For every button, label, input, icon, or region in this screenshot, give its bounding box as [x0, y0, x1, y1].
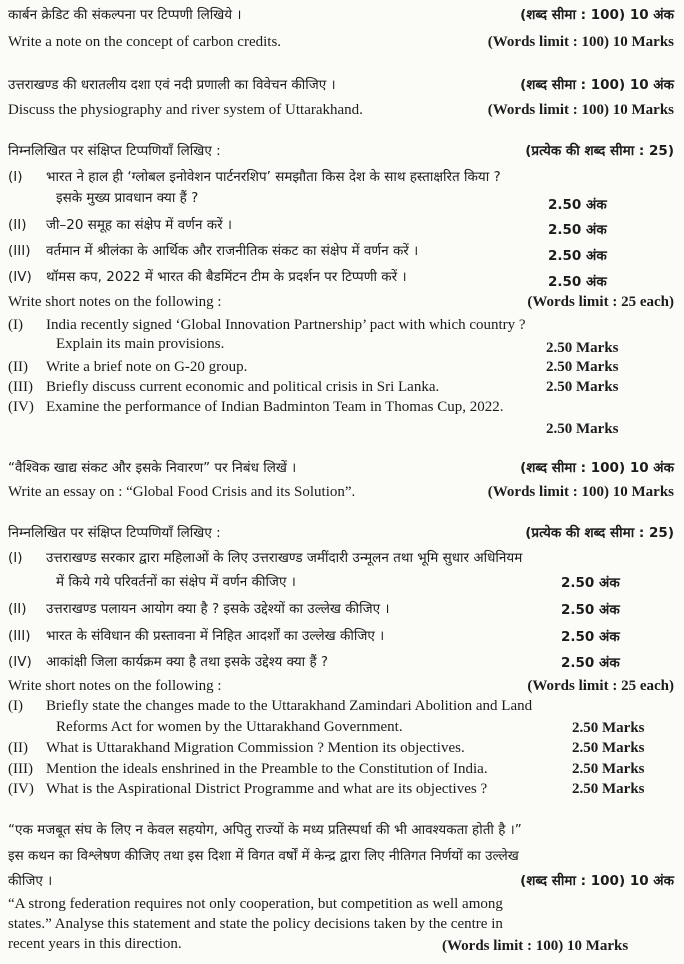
item-number: (I)	[8, 550, 23, 566]
q6-hindi-text-2: इस कथन का विश्लेषण कीजिए तथा इस दिशा में विगत वर्षों में केन्द्र द्वारा लिए नीतिगत निर्णयों का उल्लेख	[8, 848, 519, 864]
q3-hindi-item-marks: 2.50 अंक	[548, 222, 607, 238]
item-text: What is Uttarakhand Migration Commission ? Mention its objectives.	[46, 740, 465, 756]
q5-hindi-heading-line	[8, 524, 674, 542]
q3-english-item	[8, 316, 674, 334]
item-number: (IV)	[8, 269, 32, 285]
q5-english-item-marks: 2.50 Marks	[572, 761, 645, 777]
q5-english-item-marks: 2.50 Marks	[572, 740, 645, 756]
item-number: (I)	[8, 317, 23, 333]
q4-hindi-text: “वैश्विक खाद्य संकट और इसके निवारण” पर निबंध लिखें ।	[8, 460, 297, 476]
item-number: (II)	[8, 601, 27, 617]
q3-hindi-item-marks: 2.50 अंक	[548, 248, 607, 264]
item-text: उत्तराखण्ड सरकार द्वारा महिलाओं के लिए उत्तराखण्ड जमींदारी उन्मूलन तथा भूमि सुधार अधिनियम	[46, 550, 523, 566]
item-text: जी–20 समूह का संक्षेप में वर्णन करें ।	[46, 217, 233, 233]
q3-english-item-marks: 2.50 Marks	[546, 421, 619, 437]
item-number: (III)	[8, 379, 33, 395]
q6-english-line-2	[8, 915, 674, 933]
item-text: वर्तमान में श्रीलंका के आर्थिक और राजनीतिक संकट का संक्षेप में वर्णन करें ।	[46, 243, 419, 259]
item-text: भारत के संविधान की प्रस्तावना में निहित आदर्शों का उल्लेख कीजिए ।	[46, 628, 385, 644]
q5-english-item-marks: 2.50 Marks	[572, 720, 645, 736]
q5-hindi-item	[8, 549, 674, 567]
item-text: What is the Aspirational District Programme and what are its objectives ?	[46, 781, 488, 797]
q5-hindi-item-marks: 2.50 अंक	[561, 602, 620, 618]
q5-english-item-marks: 2.50 Marks	[572, 781, 645, 797]
item-text-cont: Reforms Act for women by the Uttarakhand Government.	[56, 719, 403, 735]
q6-hindi-line-3	[8, 872, 674, 890]
q1-english-line	[8, 33, 674, 51]
q5-english-heading-line	[8, 677, 674, 695]
item-text: भारत ने हाल ही ‘ग्लोबल इनोवेशन पार्टनरशिप’ समझौता किस देश के साथ हस्ताक्षरित किया ?	[46, 169, 501, 185]
q1-hindi-limit: (शब्द सीमा : 100) 10 अंक	[520, 7, 674, 23]
item-number: (III)	[8, 243, 31, 259]
q6-english-text-2: states.” Analyse this statement and state the policy decisions taken by the centre in	[8, 916, 503, 932]
q6-hindi-text-1: “एक मजबूत संघ के लिए न केवल सहयोग, अपितु राज्यों के मध्य प्रतिस्पर्धा की भी आवश्यकता होती है ।”	[8, 822, 522, 838]
q6-english-text-3: recent years in this direction.	[8, 936, 182, 952]
item-text-cont: इसके मुख्य प्रावधान क्या हैं ?	[56, 190, 199, 206]
item-text: Mention the ideals enshrined in the Preamble to the Constitution of India.	[46, 761, 488, 777]
q1-english-text: Write a note on the concept of carbon credits.	[8, 34, 282, 50]
item-text: Write a brief note on G-20 group.	[46, 359, 248, 375]
q3-english-item-marks: 2.50 Marks	[546, 359, 619, 375]
item-text-cont: Explain its main provisions.	[56, 336, 225, 352]
item-number: (II)	[8, 740, 28, 756]
q3-english-item-marks: 2.50 Marks	[546, 379, 619, 395]
item-text: Briefly state the changes made to the Uttarakhand Zamindari Abolition and Land	[46, 698, 533, 714]
q1-hindi-text: कार्बन क्रेडिट की संकल्पना पर टिप्पणी लिखिये ।	[8, 7, 242, 23]
q3-hindi-item	[8, 168, 674, 186]
q3-hindi-item-marks: 2.50 अंक	[548, 274, 607, 290]
item-text-cont: में किये गये परिवर्तनों का संक्षेप में वर्णन कीजिए ।	[56, 574, 296, 590]
q6-english-text-1: “A strong federation requires not only cooperation, but competition as well among	[8, 896, 503, 912]
q5-english-limit: (Words limit : 25 each)	[527, 678, 674, 694]
q3-english-heading: Write short notes on the following :	[8, 294, 222, 310]
q6-hindi-line-2	[8, 847, 674, 865]
q3-english-item	[8, 398, 674, 416]
item-text: Examine the performance of Indian Badminton Team in Thomas Cup, 2022.	[46, 399, 504, 415]
q3-english-heading-line	[8, 293, 674, 311]
q5-english-heading: Write short notes on the following :	[8, 678, 222, 694]
q5-hindi-item-marks: 2.50 अंक	[561, 655, 620, 671]
q5-hindi-limit: (प्रत्येक की शब्द सीमा : 25)	[525, 525, 674, 541]
item-number: (III)	[8, 761, 33, 777]
q3-english-limit: (Words limit : 25 each)	[527, 294, 674, 310]
q2-english-limit: (Words limit : 100) 10 Marks	[487, 102, 674, 118]
item-number: (I)	[8, 169, 23, 185]
q6-english-limit: (Words limit : 100) 10 Marks	[442, 938, 629, 954]
q5-hindi-heading: निम्नलिखित पर संक्षिप्त टिप्पणियाँ लिखिए :	[8, 525, 221, 541]
q2-english-line	[8, 101, 674, 119]
q4-hindi-line	[8, 459, 674, 477]
q2-english-text: Discuss the physiography and river system of Uttarakhand.	[8, 102, 363, 118]
item-text: उत्तराखण्ड पलायन आयोग क्या है ? इसके उद्देश्यों का उल्लेख कीजिए ।	[46, 601, 390, 617]
q1-english-limit: (Words limit : 100) 10 Marks	[487, 34, 674, 50]
item-number: (IV)	[8, 654, 32, 670]
item-text: आकांक्षी जिला कार्यक्रम क्या है तथा इसके उद्देश्य क्या हैं ?	[46, 654, 329, 670]
q6-english-line-1	[8, 895, 674, 913]
q2-hindi-line	[8, 76, 674, 94]
q5-hindi-item-marks: 2.50 अंक	[561, 575, 620, 591]
q4-hindi-limit: (शब्द सीमा : 100) 10 अंक	[520, 460, 674, 476]
q4-english-line	[8, 483, 674, 501]
q3-hindi-heading: निम्नलिखित पर संक्षिप्त टिप्पणियाँ लिखिए :	[8, 143, 221, 159]
q4-english-limit: (Words limit : 100) 10 Marks	[487, 484, 674, 500]
q1-hindi-line	[8, 6, 674, 24]
item-number: (I)	[8, 698, 23, 714]
item-number: (III)	[8, 628, 31, 644]
q6-hindi-limit: (शब्द सीमा : 100) 10 अंक	[520, 873, 674, 889]
q3-english-item-marks: 2.50 Marks	[546, 340, 619, 356]
q5-hindi-item-marks: 2.50 अंक	[561, 629, 620, 645]
item-number: (IV)	[8, 399, 34, 415]
q3-hindi-limit: (प्रत्येक की शब्द सीमा : 25)	[525, 143, 674, 159]
item-number: (II)	[8, 217, 27, 233]
item-text: थॉमस कप, 2022 में भारत की बैडमिंटन टीम के प्रदर्शन पर टिप्पणी करें ।	[46, 269, 407, 285]
q6-hindi-line-1	[8, 821, 674, 839]
q6-hindi-text-3: कीजिए ।	[8, 873, 53, 889]
item-text: India recently signed ‘Global Innovation Partnership’ pact with which country ?	[46, 317, 526, 333]
q2-hindi-limit: (शब्द सीमा : 100) 10 अंक	[520, 77, 674, 93]
item-text: Briefly discuss current economic and political crisis in Sri Lanka.	[46, 379, 440, 395]
q4-english-text: Write an essay on : “Global Food Crisis and its Solution”.	[8, 484, 356, 500]
q5-english-item	[8, 697, 674, 715]
q3-hindi-item-marks: 2.50 अंक	[548, 197, 607, 213]
q3-hindi-heading-line	[8, 142, 674, 160]
item-number: (IV)	[8, 781, 34, 797]
item-number: (II)	[8, 359, 28, 375]
q2-hindi-text: उत्तराखण्ड की धरातलीय दशा एवं नदी प्रणाली का विवेचन कीजिए ।	[8, 77, 336, 93]
